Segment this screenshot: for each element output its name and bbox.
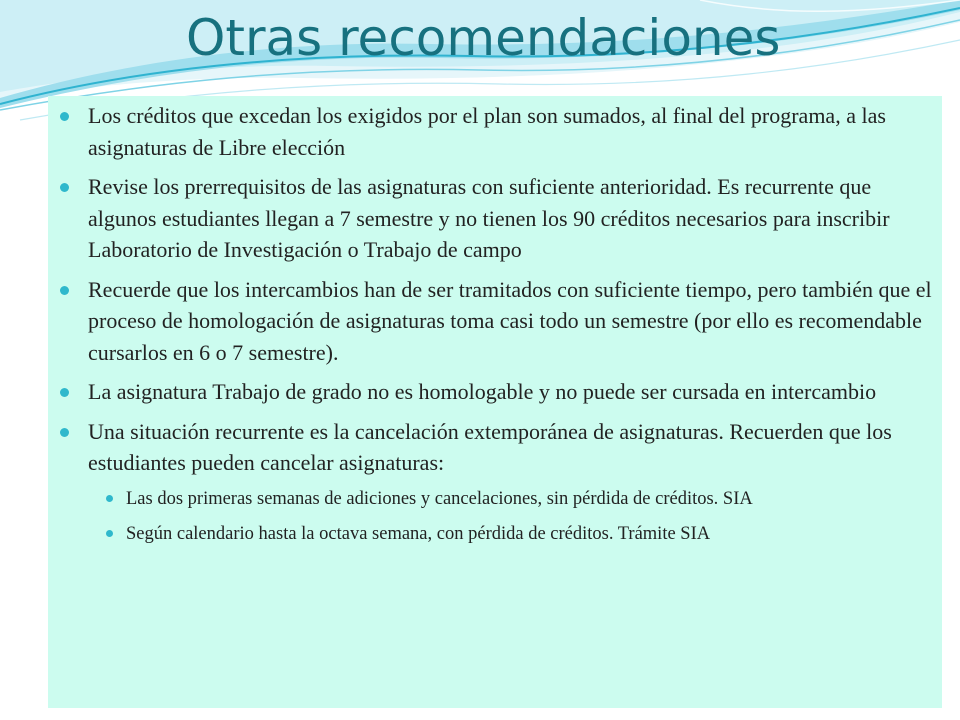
bullet-item: [58, 274, 934, 369]
bullet-item: [58, 376, 934, 408]
bullet-text: Revise los prerrequisitos de las asignaturas con suficiente anterioridad. Es recurrente que algunos estudiantes llegan a 7 semestre y no tienen los 90 créditos necesarios para inscribir Laboratorio de Investigación o Trabajo de campo: [88, 174, 890, 262]
bullet-dot-icon: [60, 428, 69, 437]
bullet-text: Una situación recurrente es la cancelación extemporánea de asignaturas. Recuerden que los estudiantes pueden cancelar asignaturas:: [88, 418, 892, 475]
bullet-dot-icon: [60, 112, 69, 121]
sub-bullet-dot-icon: [106, 530, 113, 537]
bullet-dot-icon: [60, 388, 69, 397]
bullet-item: [58, 100, 934, 163]
bullet-text: Recuerde que los intercambios han de ser tramitados con suficiente tiempo, pero también que el proceso de homologación de asignaturas toma casi todo un semestre (por ello es recomendable cursarlos en 6 o 7 semestre).: [88, 276, 932, 365]
bullet-list: [58, 100, 934, 556]
sub-bullet-item: [88, 485, 934, 513]
sub-bullet-text: Las dos primeras semanas de adiciones y cancelaciones, sin pérdida de créditos. SIA: [126, 488, 753, 509]
bullet-item: [58, 171, 934, 266]
sub-bullet-item: [88, 520, 934, 548]
sub-bullet-dot-icon: [106, 495, 113, 502]
sub-bullet-list: [88, 485, 934, 548]
sub-bullet-text: Según calendario hasta la octava semana, con pérdida de créditos. Trámite SIA: [126, 523, 711, 544]
bullet-text: La asignatura Trabajo de grado no es homologable y no puede ser cursada en intercambio: [88, 379, 877, 404]
bullet-dot-icon: [60, 286, 69, 295]
bullet-item: [58, 416, 934, 548]
bullet-dot-icon: [60, 183, 69, 192]
slide-title: Otras recomendaciones: [186, 9, 781, 67]
bullet-text: Los créditos que excedan los exigidos por el plan son sumados, al final del programa, a las asignaturas de Libre elección: [88, 103, 886, 160]
